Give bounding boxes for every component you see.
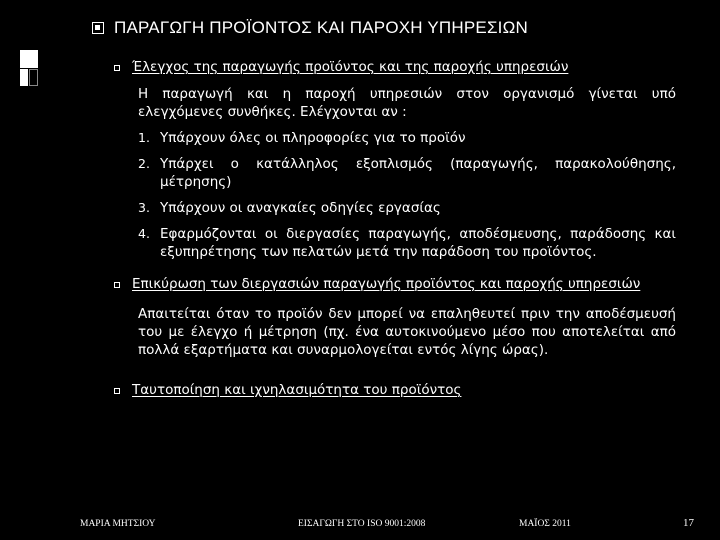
slide-content	[114, 58, 676, 399]
square-bullet-icon	[114, 388, 120, 394]
checkbox-bullet-icon	[92, 22, 104, 34]
section-heading-link[interactable]: Έλεγχος της παραγωγής προϊόντος και της παροχής υπηρεσιών	[132, 59, 569, 75]
decor-square	[29, 69, 38, 86]
decor-square	[20, 50, 38, 68]
section-heading	[114, 275, 676, 293]
slide-footer	[0, 516, 720, 536]
slide-title-row	[92, 18, 528, 38]
square-bullet-icon	[114, 282, 120, 288]
page-number: 17	[683, 517, 694, 529]
footer-course: ΕΙΣΑΓΩΓΗ ΣΤΟ ISO 9001:2008	[298, 519, 426, 529]
section-paragraph: Απαιτείται όταν το προϊόν δεν μπορεί να επαληθευτεί πριν την αποδέσμευσή του με έλεγχο ή μέτρηση (πχ. ένα αυτοκινούμενο μέσο που αποτελείται από πολλά εξαρτήματα και συναρμολογείται εντός λίγης ώρας).	[138, 306, 676, 358]
section-heading-link[interactable]: Ταυτοποίηση και ιχνηλασιμότητα του προϊόντος	[132, 382, 462, 398]
list-item: 3. Υπάρχουν οι αναγκαίες οδηγίες εργασίας	[138, 200, 441, 216]
slide-title: ΠΑΡΑΓΩΓΗ ΠΡΟΪΟΝΤΟΣ ΚΑΙ ΠΑΡΟΧΗ ΥΠΗΡΕΣΙΩΝ	[114, 18, 528, 37]
section-paragraph: Η παραγωγή και η παροχή υπηρεσιών στον οργανισμό γίνεται υπό ελεγχόμενες συνθήκες. Ελέγχονται αν :	[138, 86, 676, 120]
footer-author: ΜΑΡΙΑ ΜΗΤΣΙΟΥ	[80, 519, 156, 529]
footer-date: ΜΑΪΟΣ 2011	[519, 519, 571, 529]
list-item: 2. Υπάρχει ο κατάλληλος εξοπλισμός (παραγωγής, παρακολούθησης, μέτρησης)	[138, 156, 676, 190]
decor-square	[20, 69, 28, 86]
section-heading-link[interactable]: Επικύρωση των διεργασιών παραγωγής προϊόντος και παροχής υπηρεσιών	[132, 276, 641, 292]
section-heading	[114, 58, 676, 76]
list-item: 4. Εφαρμόζονται οι διεργασίες παραγωγής, αποδέσμευσης, παράδοσης και εξυπηρέτησης των πελατών μετά την παράδοση του προϊόντος.	[138, 226, 676, 260]
square-bullet-icon	[114, 65, 120, 71]
numbered-list	[138, 129, 676, 261]
section-heading	[114, 381, 676, 399]
list-item: 1. Υπάρχουν όλες οι πληροφορίες για το προϊόν	[138, 130, 466, 146]
